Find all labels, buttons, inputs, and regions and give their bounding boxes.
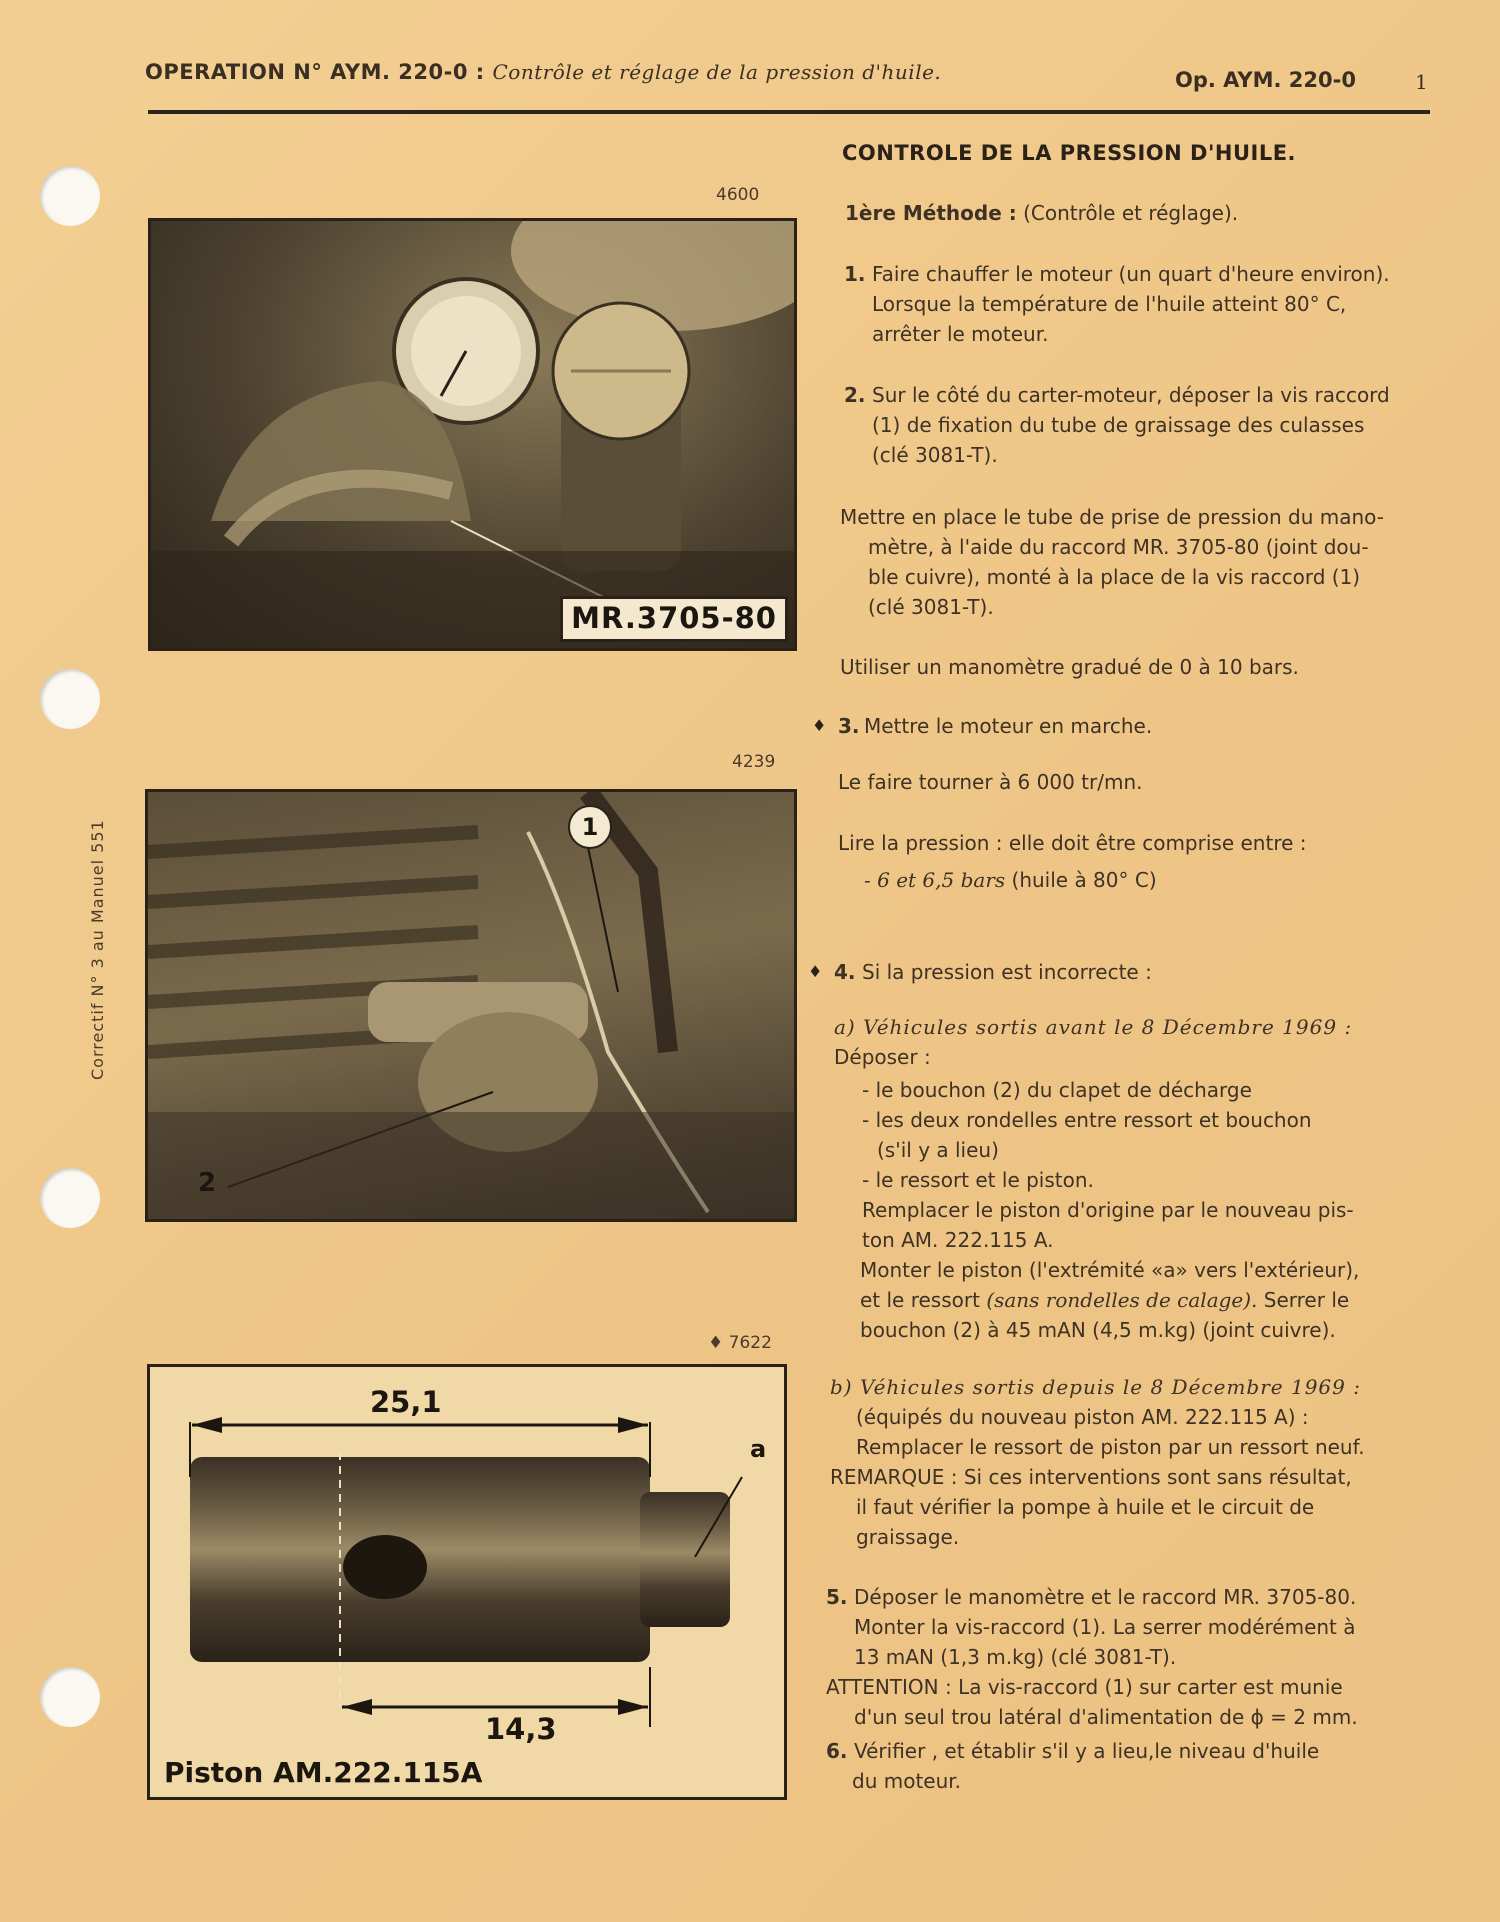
step-4-text: Si la pression est incorrecte :	[862, 960, 1152, 984]
figure-number	[708, 1333, 772, 1353]
step-number: 4.	[834, 960, 856, 984]
revision-diamond-icon: ♦	[812, 716, 827, 735]
case-a-text: (s'il y a lieu)	[877, 1138, 999, 1162]
operation-heading	[145, 60, 941, 84]
step-1-text: Faire chauffer le moteur (un quart d'heure environ).	[872, 262, 1390, 286]
step-6-text: du moteur.	[852, 1769, 962, 1793]
revision-diamond-icon: ♦	[808, 962, 823, 981]
binder-hole	[40, 1667, 100, 1727]
binder-hole	[40, 1168, 100, 1228]
photo-illustration	[151, 221, 794, 648]
step-2-text: (1) de fixation du tube de graissage des culasses	[872, 413, 1365, 437]
case-a-text: - le ressort et le piston.	[862, 1168, 1094, 1192]
paragraph-text: ble cuivre), monté à la place de la vis raccord (1)	[868, 565, 1361, 589]
callout-1-marker: 1	[568, 805, 612, 849]
step-number: 5.	[826, 1585, 848, 1609]
figure-number: 4239	[732, 752, 776, 772]
case-a-title: a) Véhicules sortis avant le 8 Décembre 1969 :	[834, 1015, 1353, 1039]
dimension-partial: 14,3	[485, 1712, 557, 1746]
case-b-text: (équipés du nouveau piston AM. 222.115 A) :	[856, 1405, 1309, 1429]
case-a-text: - les deux rondelles entre ressort et bouchon	[862, 1108, 1312, 1132]
piston-caption: Piston AM.222.115A	[164, 1756, 483, 1789]
attention-text: ATTENTION : La vis-raccord (1) sur carter est munie	[826, 1675, 1343, 1699]
side-note-text: Correctif N° 3 au Manuel 551	[88, 819, 107, 1080]
case-a-text: Monter le piston (l'extrémité «a» vers l'extérieur),	[860, 1258, 1360, 1282]
step-number: 3.	[838, 714, 860, 738]
section-title: CONTROLE DE LA PRESSION D'HUILE.	[842, 141, 1297, 165]
case-a-text-part: et le ressort	[860, 1288, 980, 1312]
pressure-value: - 6 et 6,5 bars	[864, 868, 1006, 892]
method-line	[845, 198, 1238, 228]
step-5-text: Déposer le manomètre et le raccord MR. 3705-80.	[854, 1585, 1357, 1609]
piston-illustration	[150, 1367, 784, 1797]
revision-diamond-icon: ♦	[708, 1333, 729, 1353]
step-1-text: Lorsque la température de l'huile atteint 80° C,	[872, 292, 1347, 316]
pressure-range	[864, 865, 1157, 895]
case-a-text-part: Serrer le	[1263, 1288, 1350, 1312]
header-rule	[148, 110, 1430, 114]
step-number: 6.	[826, 1739, 848, 1763]
step-5-text: Monter la vis-raccord (1). La serrer modérément à	[854, 1615, 1356, 1639]
figure-number: 4600	[716, 185, 760, 205]
case-a-text: - le bouchon (2) du clapet de décharge	[862, 1078, 1252, 1102]
figure-number-text: 7622	[728, 1333, 772, 1353]
page-header	[145, 60, 1430, 110]
dimension-length: 25,1	[370, 1385, 442, 1419]
photo-illustration	[148, 792, 794, 1219]
paragraph-text: Utiliser un manomètre gradué de 0 à 10 bars.	[840, 655, 1299, 679]
step-number: 1.	[844, 262, 866, 286]
paragraph-text: Mettre en place le tube de prise de pression du mano-	[840, 505, 1384, 529]
paragraph-text: Le faire tourner à 6 000 tr/mn.	[838, 770, 1143, 794]
case-a-text	[860, 1285, 1349, 1315]
case-a-text: ton AM. 222.115 A.	[862, 1228, 1054, 1252]
operation-ref: Op. AYM. 220-0	[1175, 68, 1356, 92]
paragraph-text: Lire la pression : elle doit être comprise entre :	[838, 831, 1307, 855]
step-6-text: Vérifier , et établir s'il y a lieu,le niveau d'huile	[854, 1739, 1320, 1763]
step-1-text: arrêter le moteur.	[872, 322, 1049, 346]
case-a-text-italic: (sans rondelles de calage).	[986, 1288, 1258, 1312]
case-a-text: Déposer :	[834, 1045, 931, 1069]
page-number: 1	[1415, 70, 1428, 94]
step-2-text: (clé 3081-T).	[872, 443, 998, 467]
operation-title: Contrôle et réglage de la pression d'huile.	[492, 60, 942, 84]
step-number: 2.	[844, 383, 866, 407]
piston-drawing	[147, 1364, 787, 1800]
binder-hole	[40, 166, 100, 226]
case-b-text: Remplacer le ressort de piston par un ressort neuf.	[856, 1435, 1365, 1459]
attention-text: d'un seul trou latéral d'alimentation de ϕ = 2 mm.	[854, 1705, 1358, 1729]
remark-text: il faut vérifier la pompe à huile et le circuit de	[856, 1495, 1315, 1519]
engine-photo-manometer	[148, 218, 797, 651]
method-description: (Contrôle et réglage).	[1023, 201, 1239, 225]
remark-text: graissage.	[856, 1525, 960, 1549]
case-a-text: Remplacer le piston d'origine par le nouveau pis-	[862, 1198, 1354, 1222]
paragraph-text: mètre, à l'aide du raccord MR. 3705-80 (joint dou-	[868, 535, 1369, 559]
operation-number: OPERATION N° AYM. 220-0 :	[145, 60, 485, 84]
step-5-text: 13 mAN (1,3 m.kg) (clé 3081-T).	[854, 1645, 1177, 1669]
callout-a-marker: a	[750, 1435, 767, 1463]
case-b-title: b) Véhicules sortis depuis le 8 Décembre 1969 :	[830, 1375, 1361, 1399]
engine-photo-oil-valve	[145, 789, 797, 1222]
step-3-text: Mettre le moteur en marche.	[864, 714, 1153, 738]
pressure-condition: (huile à 80° C)	[1011, 868, 1157, 892]
method-label: 1ère Méthode :	[845, 201, 1017, 225]
case-a-text: bouchon (2) à 45 mAN (4,5 m.kg) (joint cuivre).	[860, 1318, 1336, 1342]
step-2-text: Sur le côté du carter-moteur, déposer la vis raccord	[872, 383, 1390, 407]
binder-hole	[40, 669, 100, 729]
callout-2-marker: 2	[198, 1168, 217, 1198]
paragraph-text: (clé 3081-T).	[868, 595, 994, 619]
tool-label: MR.3705-80	[560, 596, 788, 642]
remark-text: REMARQUE : Si ces interventions sont sans résultat,	[830, 1465, 1352, 1489]
